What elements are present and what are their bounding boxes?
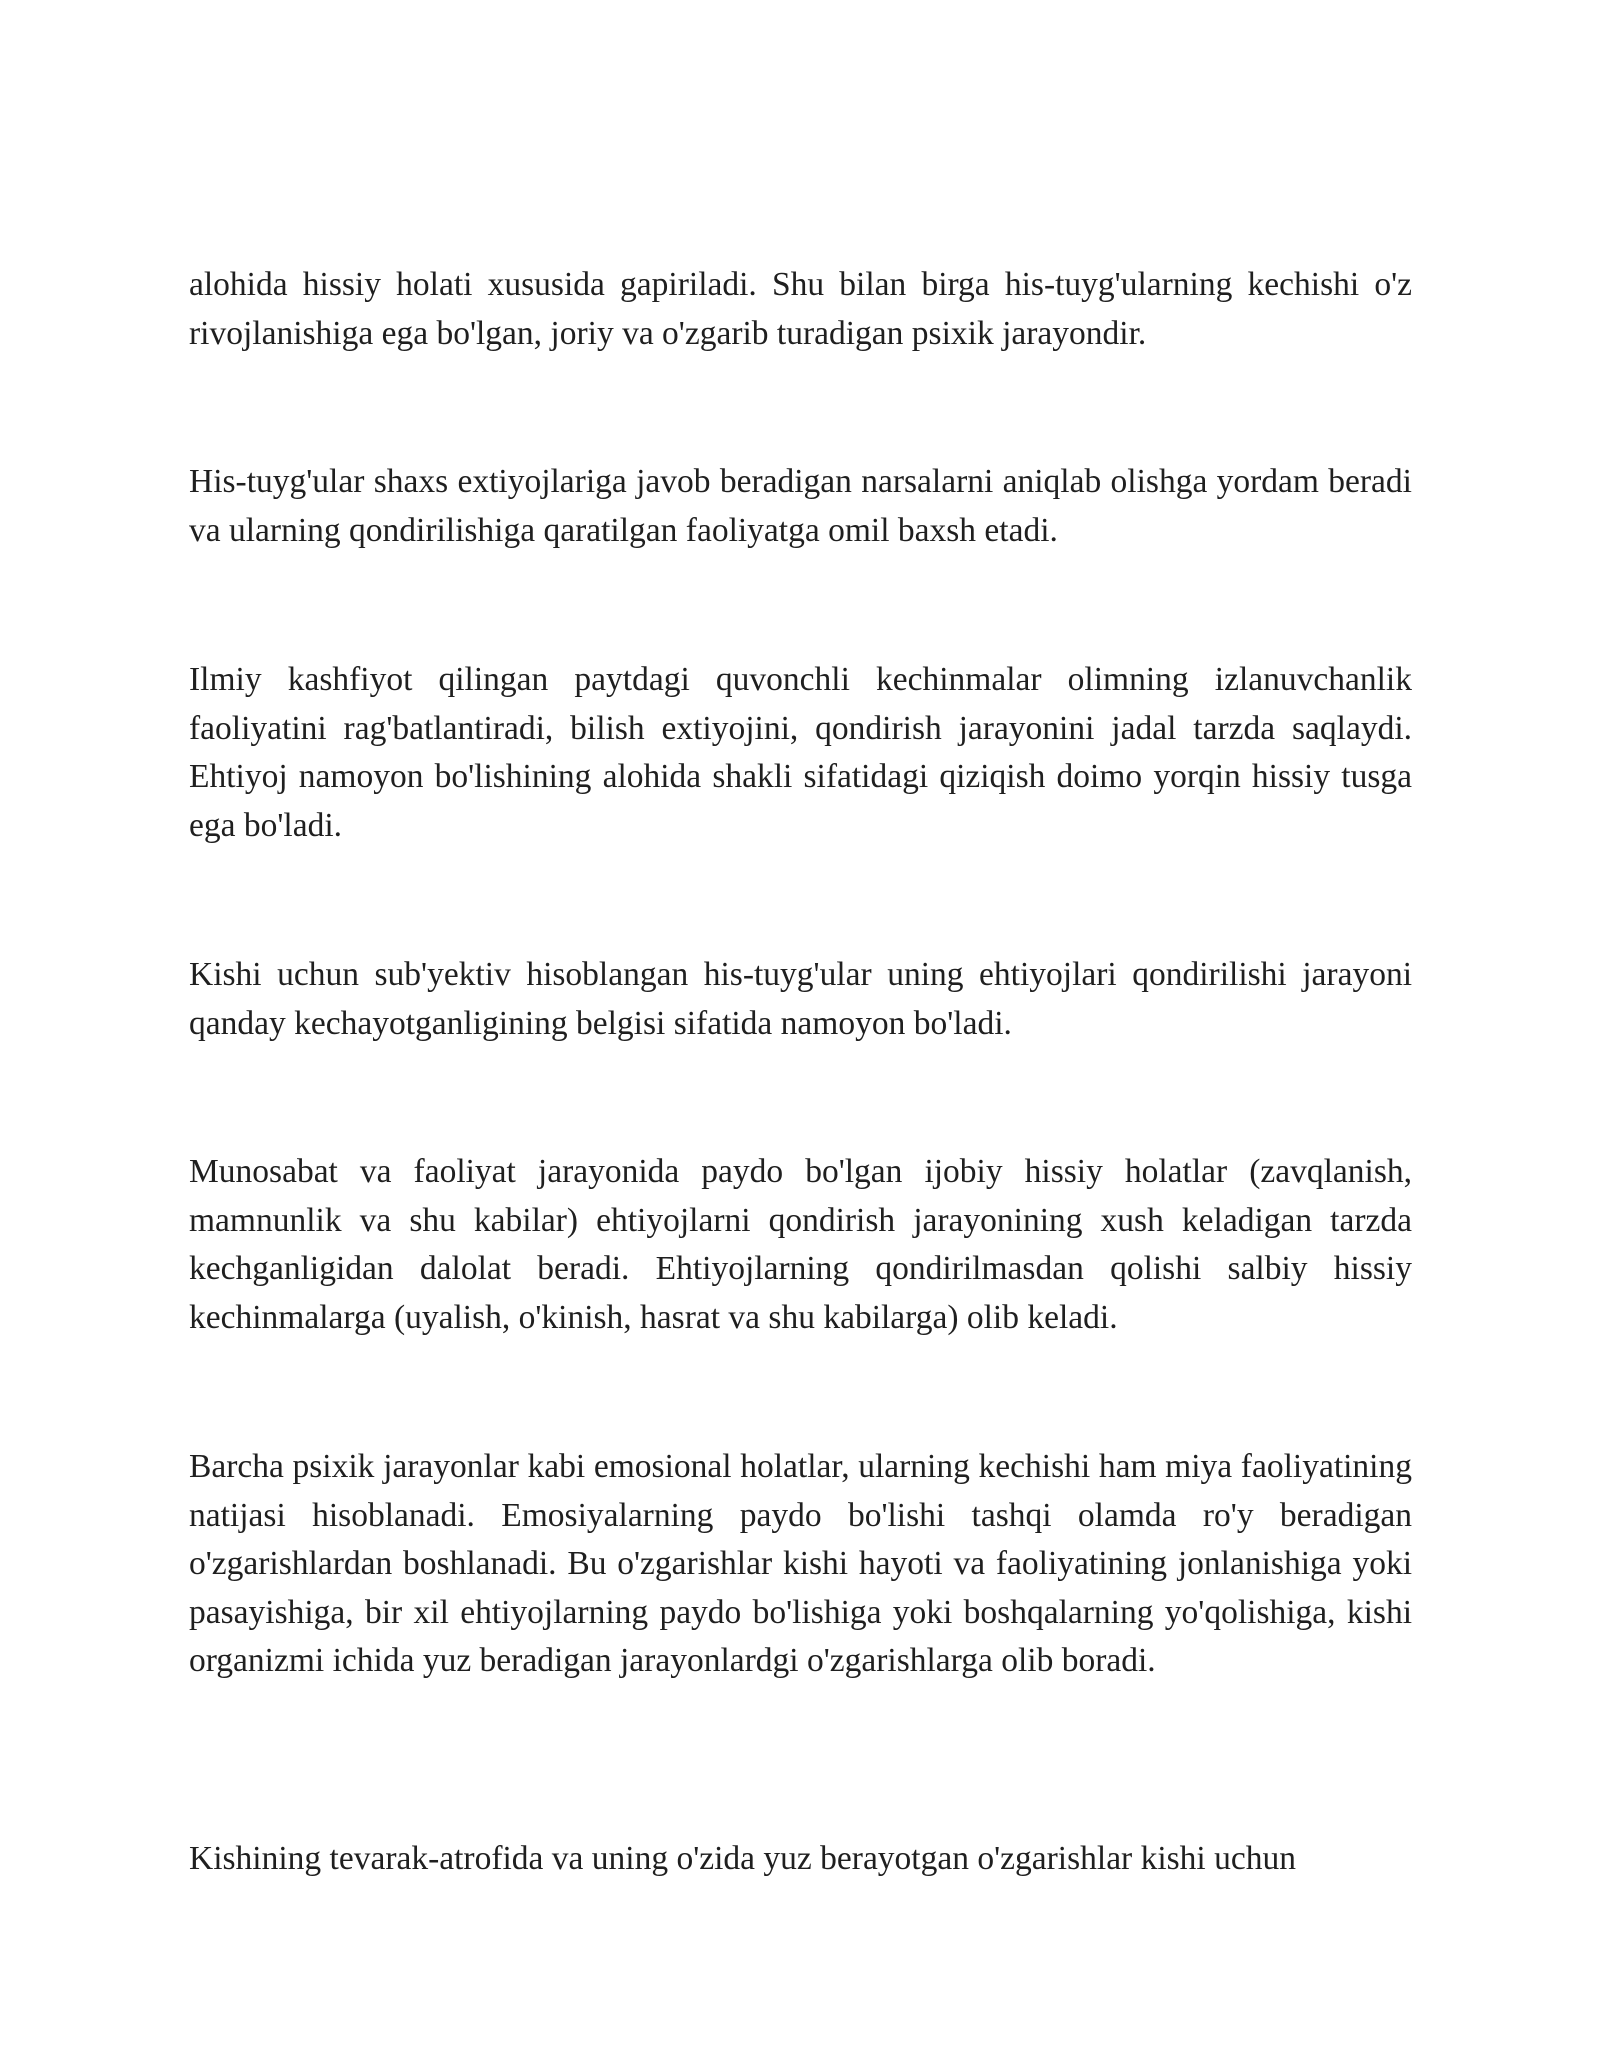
paragraph: Munosabat va faoliyat jarayonida paydo bo'lgan ijobiy hissiy holatlar (zavqlanish, mamnunlik va shu kabilar) ehtiyojlarni qondirish jarayonining xush keladigan tarzda kechganligidan dalolat beradi. Ehtiyojlarning qondirilmasdan qolishi salbiy hissiy kechinmalarga (uyalish, o'kinish, hasrat va shu kabilarga) olib keladi. bbox=[189, 1153, 1412, 1336]
paragraph: Kishining tevarak-atrofida va uning o'zida yuz berayotgan o'zgarishlar kishi uchun bbox=[189, 1840, 1296, 1877]
paragraph: alohida hissiy holati xususida gapiriladi. Shu bilan birga his-tuyg'ularning kechishi o'z rivojlanishiga ega bo'lgan, joriy va o'zgarib turadigan psixik jarayondir. bbox=[189, 266, 1412, 352]
paragraph: His-tuyg'ular shaxs extiyojlariga javob beradigan narsalarni aniqlab olishga yordam beradi va ularning qondirilishiga qaratilgan faoliyatga omil baxsh etadi. bbox=[189, 463, 1412, 549]
paragraph: Kishi uchun sub'yektiv hisoblangan his-tuyg'ular uning ehtiyojlari qondirilishi jarayoni qanday kechayotganligining belgisi sifatida namoyon bo'ladi. bbox=[189, 956, 1412, 1042]
paragraph: Barcha psixik jarayonlar kabi emosional holatlar, ularning kechishi ham miya faoliyatining natijasi hisoblanadi. Emosiyalarning paydo bo'lishi tashqi olamda ro'y beradigan o'zgarishlardan boshlanadi. Bu o'zgarishlar kishi hayoti va faoliyatining jonlanishiga yoki pasayishiga, bir xil ehtiyojlarning paydo bo'lishiga yoki boshqalarning yo'qolishiga, kishi organizmi ichida yuz beradigan jarayonlardgi o'zgarishlarga olib boradi. bbox=[189, 1448, 1412, 1679]
paragraph: Ilmiy kashfiyot qilingan paytdagi quvonchli kechinmalar olimning izlanuvchanlik faoliyatini rag'batlantiradi, bilish extiyojini, qondirish jarayonini jadal tarzda saqlaydi. Ehtiyoj namoyon bo'lishining alohida shakli sifatidagi qiziqish doimo yorqin hissiy tusga ega bo'ladi. bbox=[189, 661, 1412, 844]
